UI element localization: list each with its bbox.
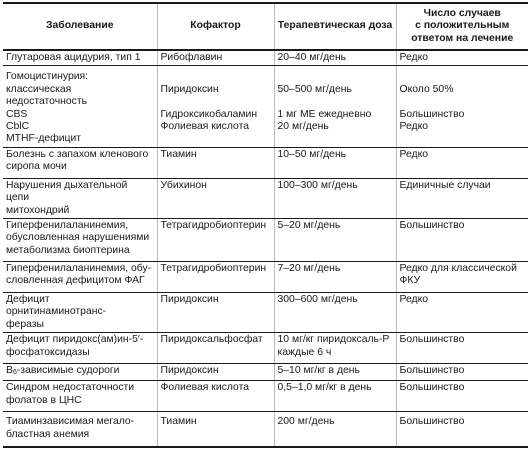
- table-row: [3, 219, 528, 262]
- table-row: [3, 66, 528, 147]
- cell-disease: Гиперфенилаланинемия, обусловленная нарушениями метаболизма биоптерина: [3, 219, 157, 262]
- table-row: [3, 262, 528, 293]
- header-row: [3, 3, 528, 50]
- cofactor-therapy-table: [3, 2, 528, 448]
- table-row: [3, 333, 528, 364]
- cell-response: Большинство: [396, 381, 528, 412]
- cell-disease: Болезнь с запахом кленового сиропа мочи: [3, 147, 157, 178]
- cell-disease: Синдром недостаточности фолатов в ЦНС: [3, 381, 157, 412]
- cell-cofactor: Фолиевая кислота: [157, 381, 274, 412]
- cell-cofactor: Пиридоксин Гидроксикобаламин Фолиевая кислота: [157, 66, 274, 147]
- cell-cofactor: Тиамин: [157, 147, 274, 178]
- disease-text: -зависимые судороги: [16, 365, 120, 377]
- cell-cofactor: Пиридоксин: [157, 364, 274, 381]
- table-row: [3, 364, 528, 381]
- cell-disease: Дефицит орнитинаминотранс- феразы: [3, 293, 157, 333]
- cell-cofactor: Тетрагидробиоптерин: [157, 262, 274, 293]
- cell-cofactor: Пиридоксин: [157, 293, 274, 333]
- disease-prefix: B: [6, 365, 13, 377]
- cell-response: Большинство: [396, 364, 528, 381]
- cell-cofactor: Рибофлавин: [157, 50, 274, 66]
- cell-dose: 20–40 мг/день: [274, 50, 396, 66]
- cell-response: Единичные случаи: [396, 178, 528, 218]
- cell-dose: 50–500 мг/день 1 мг МЕ ежедневно 20 мг/день: [274, 66, 396, 147]
- cell-dose: 100–300 мг/день: [274, 178, 396, 218]
- cell-disease: Дефицит пиридокс(ам)ин-5′- фосфатоксидазы: [3, 333, 157, 364]
- cell-response: Редко: [396, 293, 528, 333]
- cell-disease: Гиперфенилаланинемия, обу- словленная дефицитом ФАГ: [3, 262, 157, 293]
- cell-response: Редко: [396, 50, 528, 66]
- header-dose: Терапевтическая доза: [274, 3, 396, 50]
- cell-disease: Гомоцистинурия: классическая недостаточность CBS CblC MTHF-дефицит: [3, 66, 157, 147]
- cell-dose: 10 мг/кг пиридоксаль-Р каждые 6 ч: [274, 333, 396, 364]
- table-row: [3, 381, 528, 412]
- cell-response: Около 50% Большинство Редко: [396, 66, 528, 147]
- cell-response: Большинство: [396, 412, 528, 447]
- header-response: Число случаев с положительным ответом на лечение: [396, 3, 528, 50]
- cell-dose: 5–20 мг/день: [274, 219, 396, 262]
- cell-cofactor: Тетрагидробиоптерин: [157, 219, 274, 262]
- cell-disease: Глутаровая ацидурия, тип 1: [3, 50, 157, 66]
- cell-disease: Нарушения дыхательной цепи митохондрий: [3, 178, 157, 218]
- cell-disease: [3, 364, 157, 381]
- disease-subscript: 6: [12, 369, 17, 377]
- table-row: [3, 293, 528, 333]
- table-row: [3, 50, 528, 66]
- cell-dose: 7–20 мг/день: [274, 262, 396, 293]
- cell-disease: Тиаминзависимая мегало- бластная анемия: [3, 412, 157, 447]
- cell-dose: 300–600 мг/день: [274, 293, 396, 333]
- cell-dose: 0,5–1,0 мг/кг в день: [274, 381, 396, 412]
- table-row: [3, 412, 528, 447]
- cell-dose: 200 мг/день: [274, 412, 396, 447]
- cell-cofactor: Тиамин: [157, 412, 274, 447]
- cell-cofactor: Убихинон: [157, 178, 274, 218]
- cell-dose: 10–50 мг/день: [274, 147, 396, 178]
- cell-response: Большинство: [396, 219, 528, 262]
- cell-cofactor: Пиридоксальфосфат: [157, 333, 274, 364]
- cell-response: Редко: [396, 147, 528, 178]
- cell-response: Редко для классической ФКУ: [396, 262, 528, 293]
- cell-dose: 5–10 мг/кг в день: [274, 364, 396, 381]
- cell-response: Большинство: [396, 333, 528, 364]
- header-disease: Заболевание: [3, 3, 157, 50]
- header-cofactor: Кофактор: [157, 3, 274, 50]
- table-row: [3, 147, 528, 178]
- table-row: [3, 178, 528, 218]
